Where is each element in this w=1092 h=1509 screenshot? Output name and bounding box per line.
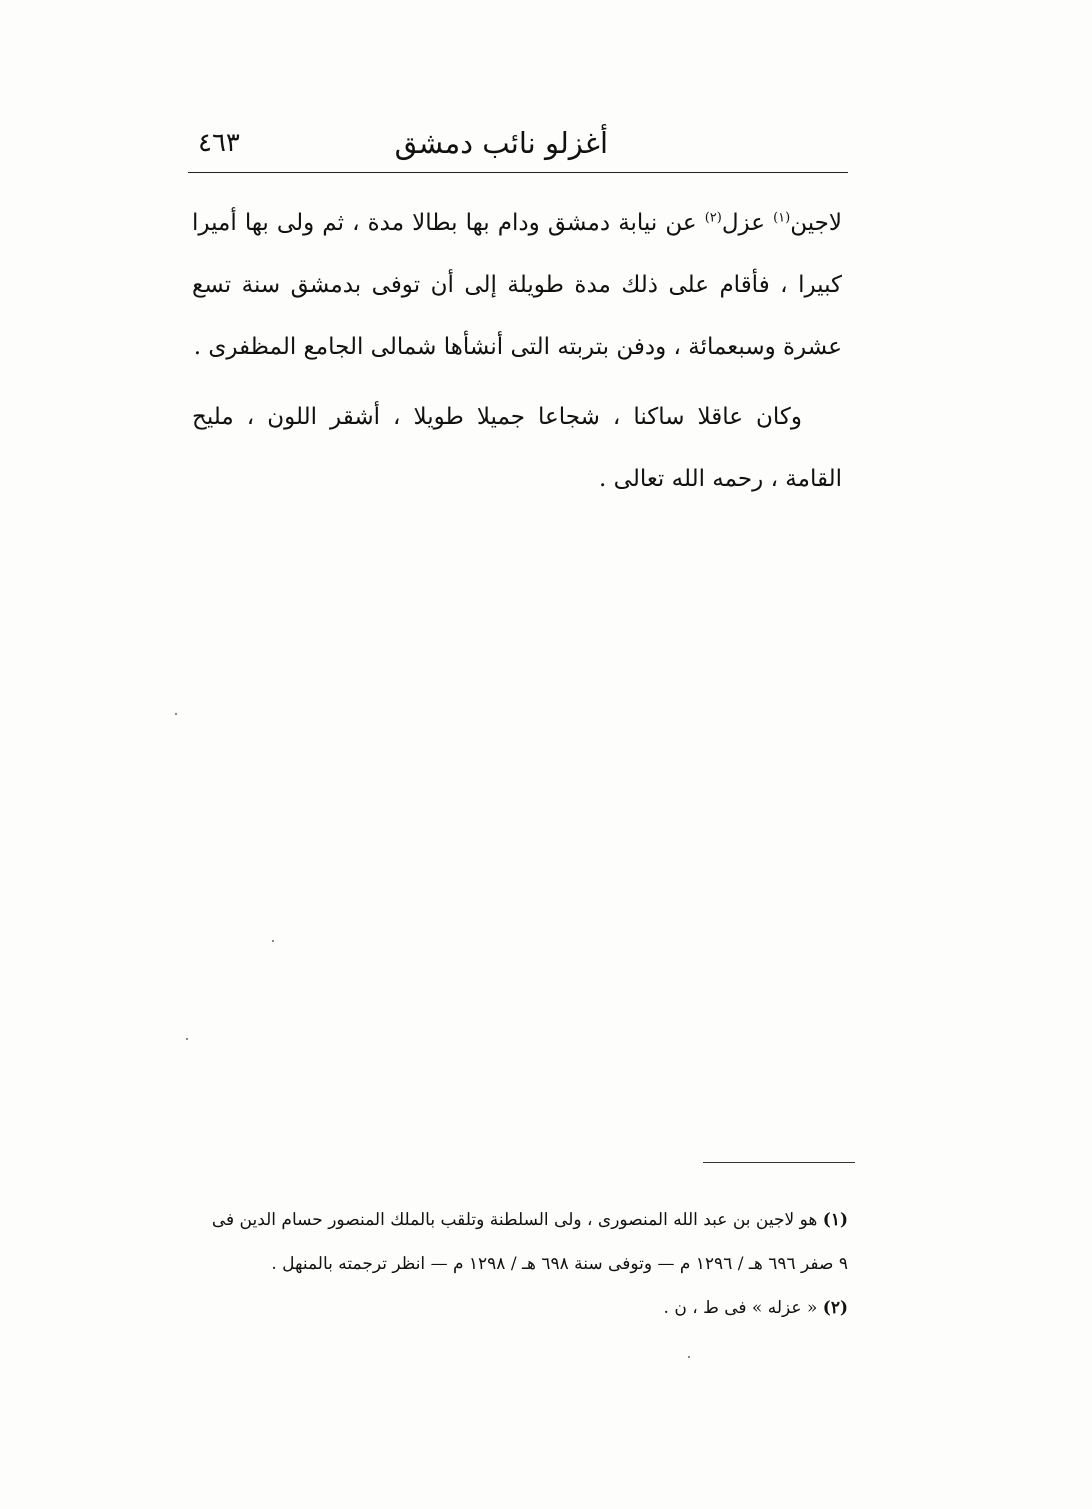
footnote-rule xyxy=(703,1162,855,1163)
footnote-1 xyxy=(198,1198,848,1286)
footnotes xyxy=(198,1198,848,1330)
paragraph-1-part-3: عن نيابة دمشق ودام بها بطالا مدة ، ثم ولى بها أميرا كبيرا ، فأقام على ذلك مدة طويلة إلى أن توفى بدمشق سنة تسع عشرة وسبعمائة ، ودفن بتربته التى أنشأها شمالى الجامع المظفرى . xyxy=(192,210,842,360)
scan-speck xyxy=(186,1038,188,1040)
paragraph-gap xyxy=(192,378,842,386)
header-rule xyxy=(188,172,848,173)
footnote-1-number: (١) xyxy=(822,1210,848,1230)
footnote-2-number: (٢) xyxy=(822,1298,848,1318)
footnote-1-text: هو لاجين بن عبد الله المنصورى ، ولى السلطنة وتلقب بالملك المنصور حسام الدين فى ٩ صفر ٦٩٦ هـ / ١٢٩٦ م — وتوفى سنة ٦٩٨ هـ / ١٢٩٨ م — انظر ترجمته بالمنهل . xyxy=(211,1210,848,1274)
running-header xyxy=(188,118,848,168)
scan-speck xyxy=(175,713,177,715)
footnote-ref-2: (٢) xyxy=(704,210,722,226)
page-number: ٤٦٣ xyxy=(198,128,240,158)
footnote-2-text: « عزله » فى ط ، ن . xyxy=(663,1298,818,1318)
scan-speck xyxy=(272,940,274,942)
paragraph-1-part-1: لاجين xyxy=(790,210,843,236)
footnote-ref-1: (١) xyxy=(773,210,791,226)
paragraph-2: وكان عاقلا ساكنا ، شجاعا جميلا طويلا ، أشقر اللون ، مليح القامة ، رحمه الله تعالى . xyxy=(192,404,842,492)
footnote-2 xyxy=(198,1286,848,1330)
paragraph-1 xyxy=(192,192,842,378)
running-title: أغزلو نائب دمشق xyxy=(394,126,608,160)
scan-speck xyxy=(688,1356,690,1358)
body-text xyxy=(192,192,842,510)
paragraph-1-part-2: عزل xyxy=(721,210,774,236)
